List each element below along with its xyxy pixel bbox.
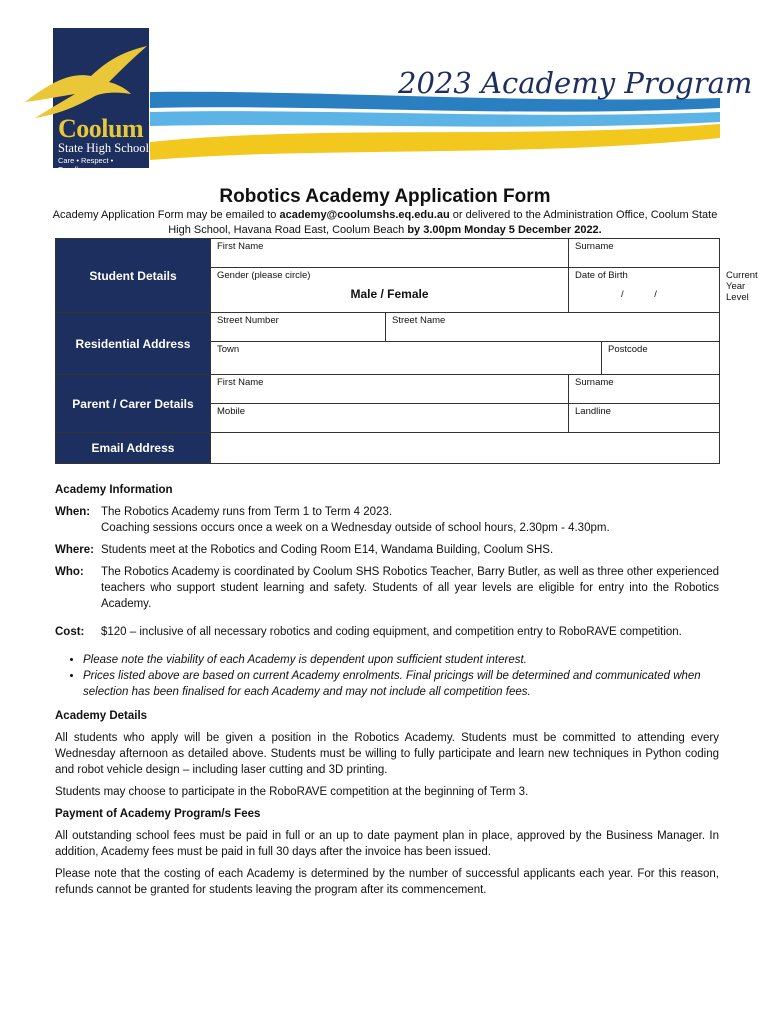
academy-details-paragraph-1: All students who apply will be given a position in the Robotics Academy. Students must be committed to attending every Wednesday afternoon as detailed above. Students must be willing to fully participate and learn new techniques in Python coding and robot vehicle design – including laser cutting and 3D printing. bbox=[55, 732, 719, 776]
form-title: Robotics Academy Application Form bbox=[219, 186, 551, 207]
email-address-field[interactable] bbox=[211, 433, 720, 464]
postcode-label: Postcode bbox=[608, 344, 648, 355]
parent-first-name-label: First Name bbox=[217, 377, 264, 388]
surname-field[interactable] bbox=[569, 239, 720, 268]
page-header bbox=[0, 0, 770, 178]
year-level-label: Current Year Level bbox=[726, 270, 758, 303]
dob-format: / / bbox=[621, 289, 657, 300]
street-number-field[interactable] bbox=[211, 313, 386, 342]
gender-field[interactable] bbox=[211, 268, 569, 313]
section-parent-carer-details: Parent / Carer Details bbox=[56, 375, 211, 433]
when-text-1: The Robotics Academy runs from Term 1 to Term 4 2023. bbox=[101, 506, 393, 518]
logo-name: Coolum bbox=[58, 114, 144, 143]
academy-information bbox=[55, 482, 719, 904]
program-title: 2023 Academy Program bbox=[398, 66, 753, 100]
landline-field[interactable] bbox=[569, 404, 720, 433]
street-name-field[interactable] bbox=[386, 313, 720, 342]
where-label: Where: bbox=[55, 544, 94, 556]
mobile-field[interactable] bbox=[211, 404, 569, 433]
gold-swoosh bbox=[150, 124, 720, 160]
parent-surname-field[interactable] bbox=[569, 375, 720, 404]
where-text: Students meet at the Robotics and Coding Room E14, Wandama Building, Coolum SHS. bbox=[101, 544, 554, 556]
when-row bbox=[55, 504, 719, 536]
academy-information-heading: Academy Information bbox=[55, 484, 173, 496]
section-student-details: Student Details bbox=[56, 239, 211, 313]
who-label: Who: bbox=[55, 566, 84, 578]
when-text-2: Coaching sessions occurs once a week on a Wednesday outside of school hours, 2.30pm - 4.30pm. bbox=[101, 522, 610, 534]
cost-label: Cost: bbox=[55, 626, 85, 638]
section-residential-address: Residential Address bbox=[56, 313, 211, 375]
academy-details-paragraph-2: Students may choose to participate in the RoboRAVE competition at the beginning of Term 3. bbox=[55, 786, 529, 798]
who-text: The Robotics Academy is coordinated by Coolum SHS Robotics Teacher, Barry Butler, as well as three other experienced teachers who support student learning and safety. Students of all year levels are eligible for entry into the Robotics Academy. bbox=[101, 566, 719, 610]
street-name-label: Street Name bbox=[392, 315, 446, 326]
date-of-birth-field[interactable] bbox=[569, 268, 720, 313]
intro-deadline: by 3.00pm Monday 5 December 2022. bbox=[407, 223, 602, 236]
gender-label: Gender (please circle) bbox=[217, 270, 311, 281]
intro-text-2: or delivered to the Administration Office, Coolum State High School, Havana Road East, Coolum Beach bbox=[168, 209, 718, 236]
academy-details-heading: Academy Details bbox=[55, 710, 148, 722]
note-viability: • Please note the viability of each Academy is dependent upon sufficient student interest. bbox=[83, 652, 719, 668]
first-name-field[interactable] bbox=[211, 239, 569, 268]
first-name-label: First Name bbox=[217, 241, 264, 252]
parent-first-name-field[interactable] bbox=[211, 375, 569, 404]
intro-email: academy@coolumshs.eq.edu.au bbox=[279, 209, 450, 221]
postcode-field[interactable] bbox=[602, 342, 720, 375]
where-row bbox=[55, 542, 719, 558]
when-label: When: bbox=[55, 506, 91, 518]
note-pricing: • Prices listed above are based on current Academy enrolments. Final pricings will be determined and communicated when selection has been finalised for each Academy and may not include all competition fees. bbox=[83, 668, 719, 700]
street-number-label: Street Number bbox=[217, 315, 279, 326]
notes-list bbox=[55, 652, 719, 700]
parent-surname-label: Surname bbox=[575, 377, 614, 388]
school-logo bbox=[53, 28, 149, 174]
who-row bbox=[55, 564, 719, 618]
landline-label: Landline bbox=[575, 406, 611, 417]
intro-text-1: Academy Application Form may be emailed to bbox=[52, 209, 280, 221]
application-form-table bbox=[55, 238, 758, 464]
logo-motto: Care • Respect • Excellence bbox=[58, 156, 114, 174]
dob-label: Date of Birth bbox=[575, 270, 628, 281]
gender-options[interactable]: Male / Female bbox=[350, 287, 429, 301]
cost-row bbox=[55, 624, 719, 646]
logo-school: State High School bbox=[58, 141, 149, 155]
form-intro bbox=[40, 208, 730, 237]
mobile-label: Mobile bbox=[217, 406, 245, 417]
light-blue-swoosh bbox=[150, 111, 720, 126]
town-field[interactable] bbox=[211, 342, 602, 375]
cost-text: $120 – inclusive of all necessary robotics and coding equipment, and competition entry to RoboRAVE competition. bbox=[101, 626, 682, 638]
payment-heading: Payment of Academy Program/s Fees bbox=[55, 808, 261, 820]
payment-paragraph-2: Please note that the costing of each Academy is determined by the number of successful applicants each year. For this reason, refunds cannot be granted for students leaving the program after its commencement. bbox=[55, 868, 719, 896]
eagle-icon bbox=[21, 42, 151, 122]
town-label: Town bbox=[217, 344, 240, 355]
surname-label: Surname bbox=[575, 241, 614, 252]
section-email-address: Email Address bbox=[56, 433, 211, 464]
payment-paragraph-1: All outstanding school fees must be paid in full or an up to date payment plan in place, approved by the Business Manager. In addition, Academy fees must be paid in full 30 days after the invoice has been issued. bbox=[55, 830, 719, 858]
